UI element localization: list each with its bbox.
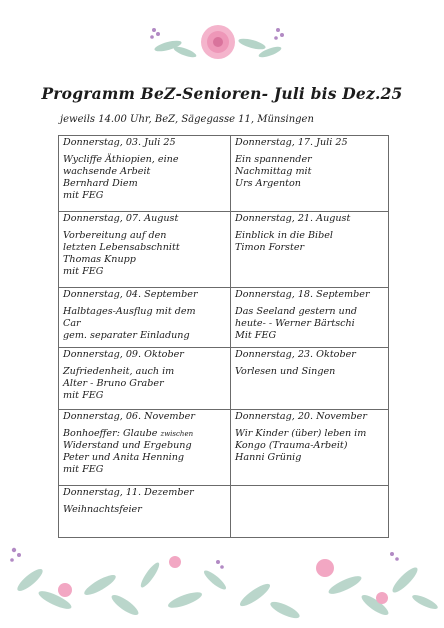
- event-line: letzten Lebensabschnitt: [63, 242, 180, 253]
- event-date: Donnerstag, 23. Oktober: [235, 349, 356, 360]
- program-cell: [231, 212, 389, 288]
- event-line: Das Seeland gestern und: [235, 306, 358, 317]
- table-row: [59, 410, 389, 486]
- floral-footer-decoration: [0, 540, 444, 628]
- event-line: Vorlesen und Singen: [235, 366, 336, 377]
- program-cell: [231, 410, 389, 486]
- event-date: Donnerstag, 21. August: [235, 213, 351, 224]
- table-row: [59, 136, 389, 212]
- event-line: Einblick in die Bibel: [235, 230, 334, 241]
- leaf-icon: [15, 560, 440, 621]
- program-cell: [59, 136, 231, 212]
- event-line: Peter und Anita Henning: [63, 452, 185, 463]
- event-date: Donnerstag, 18. September: [235, 289, 370, 300]
- event-line-part-small: zwischen: [160, 430, 194, 438]
- rose-icon: [201, 25, 235, 59]
- event-line: Widerstand und Ergebung: [63, 440, 192, 451]
- event-line: Urs Argenton: [235, 178, 301, 189]
- location-subtitle: jeweils 14.00 Uhr, BeZ, Sägegasse 11, Münsingen: [60, 114, 314, 125]
- event-date: Donnerstag, 11. Dezember: [63, 487, 194, 498]
- program-cell: [59, 212, 231, 288]
- program-cell: [231, 348, 389, 410]
- event-line: Thomas Knupp: [63, 254, 136, 265]
- event-line: Zufriedenheit, auch im: [63, 366, 175, 377]
- event-line-part: Bonhoeffer: Glaube: [63, 428, 158, 439]
- event-date: Donnerstag, 07. August: [63, 213, 179, 224]
- event-line: Wycliffe Äthiopien, eine: [63, 154, 179, 165]
- program-cell: [59, 348, 231, 410]
- event-date: Donnerstag, 04. September: [63, 289, 198, 300]
- program-cell: [59, 288, 231, 348]
- program-cell: [59, 486, 231, 538]
- event-line: gem. separater Einladung: [63, 330, 190, 341]
- event-date: Donnerstag, 17. Juli 25: [235, 137, 348, 148]
- event-line: mit FEG: [63, 390, 104, 401]
- event-line: Bernhard Diem: [63, 178, 138, 189]
- event-line: Kongo (Trauma-Arbeit): [235, 440, 348, 451]
- flower-header-decoration: [140, 18, 300, 70]
- table-row: [59, 486, 389, 538]
- event-line: mit FEG: [63, 190, 104, 201]
- event-line: Timon Forster: [235, 242, 305, 253]
- event-line: wachsende Arbeit: [63, 166, 151, 177]
- event-date: Donnerstag, 03. Juli 25: [63, 137, 176, 148]
- event-line: heute- - Werner Bärtschi: [235, 318, 355, 329]
- program-table: [58, 135, 389, 538]
- program-cell: [231, 136, 389, 212]
- program-cell-empty: [231, 486, 389, 538]
- event-date: Donnerstag, 06. November: [63, 411, 195, 422]
- event-line: mit FEG: [63, 266, 104, 277]
- program-cell: [59, 410, 231, 486]
- table-row: [59, 288, 389, 348]
- event-line: Car: [63, 318, 81, 329]
- event-line: mit FEG: [63, 464, 104, 475]
- program-cell: [231, 288, 389, 348]
- event-line: Nachmittag mit: [235, 166, 312, 177]
- table-row: [59, 348, 389, 410]
- page-title: Programm BeZ-Senioren- Juli bis Dez.25: [41, 84, 403, 103]
- event-line: Alter - Bruno Graber: [63, 378, 164, 389]
- event-line: Hanni Grünig: [235, 452, 302, 463]
- event-line: Ein spannender: [235, 154, 312, 165]
- event-date: Donnerstag, 09. Oktober: [63, 349, 184, 360]
- table-row: [59, 212, 389, 288]
- event-line: Mit FEG: [235, 330, 277, 341]
- berry-icon: [10, 548, 399, 569]
- event-line: Wir Kinder (über) leben im: [235, 428, 367, 439]
- event-line: Halbtages-Ausflug mit dem: [63, 306, 196, 317]
- event-date: Donnerstag, 20. November: [235, 411, 367, 422]
- event-line: Vorbereitung auf den: [63, 230, 167, 241]
- event-line: Weihnachtsfeier: [63, 504, 142, 515]
- event-line: [63, 428, 226, 440]
